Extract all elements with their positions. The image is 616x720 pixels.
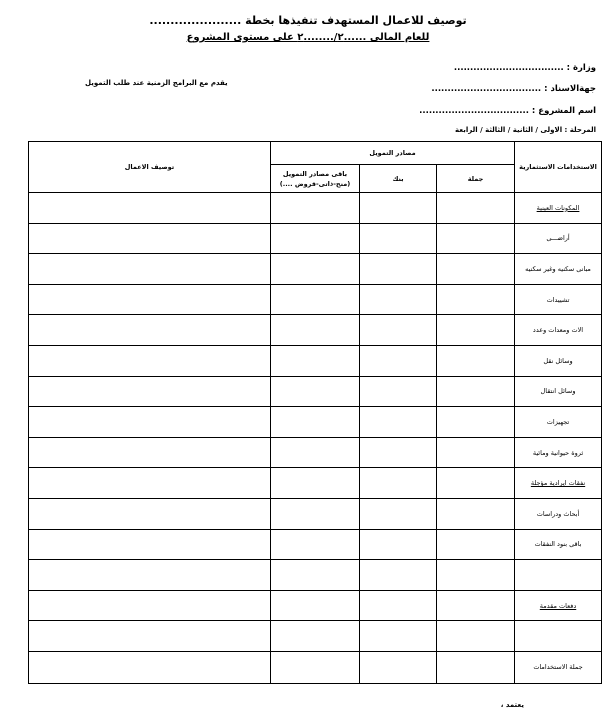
other-sources-cell[interactable]: [271, 315, 360, 346]
bank-header: بنك: [360, 165, 437, 193]
description-header: توصيف الاعمال: [29, 142, 271, 193]
table-row: [29, 254, 602, 285]
table-body: [29, 193, 602, 684]
total-cell[interactable]: [437, 407, 515, 438]
description-cell[interactable]: [29, 529, 271, 560]
table-row: [29, 560, 602, 591]
phase-line: المرحلة : الاولى / الثانية / الثالثة / الرابعة: [455, 126, 596, 134]
description-cell[interactable]: [29, 468, 271, 499]
bank-cell[interactable]: [360, 529, 437, 560]
total-cell[interactable]: [437, 376, 515, 407]
table-row: [29, 529, 602, 560]
total-cell[interactable]: [437, 223, 515, 254]
row-label: وسائل نقل: [515, 345, 602, 376]
bank-cell[interactable]: [360, 223, 437, 254]
total-cell[interactable]: [437, 651, 515, 683]
bank-cell[interactable]: [360, 284, 437, 315]
row-label: تشييدات: [515, 284, 602, 315]
table-row: [29, 651, 602, 683]
total-cell[interactable]: [437, 498, 515, 529]
row-label: باقى بنود النفقات: [515, 529, 602, 560]
total-cell[interactable]: [437, 284, 515, 315]
bank-cell[interactable]: [360, 437, 437, 468]
total-cell[interactable]: [437, 621, 515, 652]
row-label: الات ومعدات وعدد: [515, 315, 602, 346]
description-cell[interactable]: [29, 254, 271, 285]
bank-cell[interactable]: [360, 468, 437, 499]
description-cell[interactable]: [29, 498, 271, 529]
other-sources-cell[interactable]: [271, 254, 360, 285]
bank-cell[interactable]: [360, 345, 437, 376]
table-row: [29, 437, 602, 468]
description-cell[interactable]: [29, 437, 271, 468]
other-sources-cell[interactable]: [271, 437, 360, 468]
submission-note: يقدم مع البرامج الزمنية عند طلب التمويل: [85, 79, 228, 87]
other-sources-cell[interactable]: [271, 651, 360, 683]
other-sources-label: باقى مصادر التمويل: [282, 169, 348, 178]
other-sources-cell[interactable]: [271, 468, 360, 499]
funding-table: [28, 141, 602, 684]
description-cell[interactable]: [29, 223, 271, 254]
row-label: [515, 621, 602, 652]
total-cell[interactable]: [437, 254, 515, 285]
description-cell[interactable]: [29, 621, 271, 652]
table-row: [29, 315, 602, 346]
table-row: [29, 345, 602, 376]
row-label: مبانى سكنيه وغير سكنيه: [515, 254, 602, 285]
description-cell[interactable]: [29, 193, 271, 224]
total-cell[interactable]: [437, 590, 515, 621]
row-label: جملة الاستخدامات: [515, 651, 602, 683]
uses-header: الاستخدامات الاستثمارية: [515, 142, 602, 193]
other-sources-header: [271, 165, 360, 193]
description-cell[interactable]: [29, 651, 271, 683]
table-row: [29, 621, 602, 652]
bank-cell[interactable]: [360, 376, 437, 407]
bank-cell[interactable]: [360, 621, 437, 652]
other-sources-cell[interactable]: [271, 621, 360, 652]
bank-cell[interactable]: [360, 407, 437, 438]
total-cell[interactable]: [437, 468, 515, 499]
row-label: [515, 560, 602, 591]
total-cell[interactable]: [437, 315, 515, 346]
other-sources-cell[interactable]: [271, 407, 360, 438]
other-sources-cell[interactable]: [271, 498, 360, 529]
description-cell[interactable]: [29, 407, 271, 438]
description-cell[interactable]: [29, 590, 271, 621]
row-label: وسائل انتقال: [515, 376, 602, 407]
table-row: [29, 590, 602, 621]
total-cell[interactable]: [437, 529, 515, 560]
description-cell[interactable]: [29, 345, 271, 376]
bank-cell[interactable]: [360, 315, 437, 346]
row-label: ثروة حيوانية ومائية: [515, 437, 602, 468]
table-row: [29, 468, 602, 499]
bank-cell[interactable]: [360, 193, 437, 224]
total-cell[interactable]: [437, 437, 515, 468]
row-label: نفقات ايرادية مؤجلة: [515, 468, 602, 499]
table-row: [29, 284, 602, 315]
row-label: أراضـــى: [515, 223, 602, 254]
bank-cell[interactable]: [360, 651, 437, 683]
other-sources-cell[interactable]: [271, 590, 360, 621]
table-row: [29, 376, 602, 407]
description-cell[interactable]: [29, 284, 271, 315]
ministry-field: وزارة : ..................................: [453, 63, 596, 73]
table-row: [29, 193, 602, 224]
total-cell[interactable]: [437, 560, 515, 591]
other-sources-cell[interactable]: [271, 529, 360, 560]
total-cell[interactable]: [437, 345, 515, 376]
table-row: [29, 223, 602, 254]
bank-cell[interactable]: [360, 590, 437, 621]
table-row: [29, 498, 602, 529]
other-sources-cell[interactable]: [271, 223, 360, 254]
other-sources-cell[interactable]: [271, 284, 360, 315]
row-label: المكونات العينية: [515, 193, 602, 224]
document-title: توصيف للاعمال المستهدف تنفيذها بخطة ......................: [149, 14, 467, 27]
other-sources-cell[interactable]: [271, 560, 360, 591]
other-sources-examples: (منح-ذاتى-قروض ....): [279, 179, 351, 188]
other-sources-cell[interactable]: [271, 193, 360, 224]
row-label: أبحاث ودراسات: [515, 498, 602, 529]
other-sources-cell[interactable]: [271, 376, 360, 407]
funding-sources-header: مصادر التمويل: [271, 142, 515, 165]
row-label: دفعات مقدمة: [515, 590, 602, 621]
project-name-field: اسم المشروع : ..................................: [419, 106, 596, 116]
agency-field: جهةالاسناد : ..................................: [431, 84, 596, 94]
other-sources-cell[interactable]: [271, 345, 360, 376]
description-cell[interactable]: [29, 560, 271, 591]
description-cell[interactable]: [29, 376, 271, 407]
table-row: [29, 407, 602, 438]
bank-cell[interactable]: [360, 498, 437, 529]
description-cell[interactable]: [29, 315, 271, 346]
approval-label: يعتمد ،: [500, 701, 524, 709]
bank-cell[interactable]: [360, 560, 437, 591]
total-cell[interactable]: [437, 193, 515, 224]
row-label: تجهيزات: [515, 407, 602, 438]
document-subtitle: للعام المالى ......۲/........۲ على مستوى المشروع: [186, 32, 430, 43]
bank-cell[interactable]: [360, 254, 437, 285]
total-header: جملة: [437, 165, 515, 193]
